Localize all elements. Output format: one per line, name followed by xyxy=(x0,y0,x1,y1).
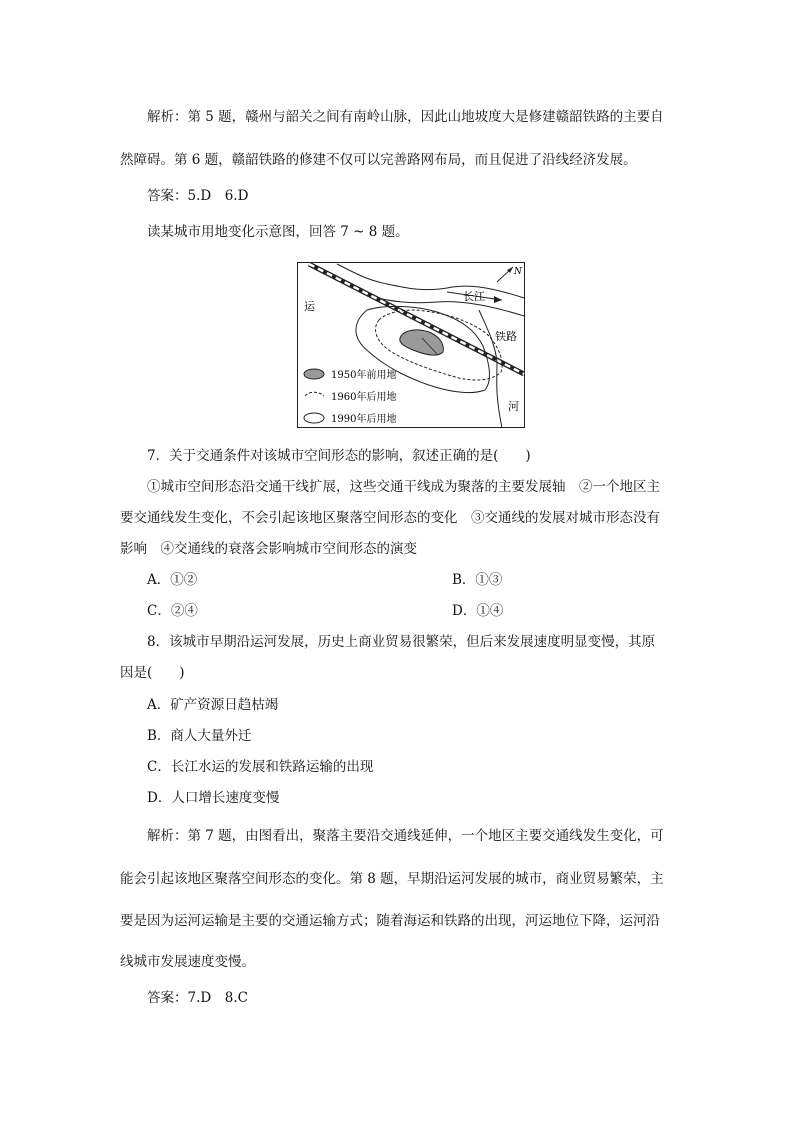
legend-label-1990: 1990年后用地 xyxy=(331,414,397,425)
map-svg xyxy=(297,262,525,428)
legend-label-1950: 1950年前用地 xyxy=(331,370,397,381)
yangtze-label: 长江 xyxy=(463,290,485,303)
q8-stem-1: 8．该城市早期沿运河发展，历史上商业贸易很繁荣，但后来发展速度明显变慢，其原 xyxy=(147,634,656,650)
legend-swatch-1950 xyxy=(304,369,324,379)
q7-body-2: 要交通线发生变化，不会引起该地区聚落空间形态的变化 ③交通线的发展对城市形态没有 xyxy=(120,510,660,526)
analysis-7-8-line-4: 线城市发展速度变慢。 xyxy=(120,954,255,970)
canal-label-bottom: 河 xyxy=(508,400,519,413)
q7-option-a: A．①② xyxy=(147,572,198,588)
north-label: N xyxy=(514,267,522,277)
railway-label: 铁路 xyxy=(495,330,517,343)
q8-option-b: B．商人大量外迁 xyxy=(147,728,252,744)
analysis-5-6-line-1: 解析：第 5 题，赣州与韶关之间有南岭山脉，因此山地坡度大是修建赣韶铁路的主要自 xyxy=(147,109,664,125)
q7-stem: 7．关于交通条件对该城市空间形态的影响，叙述正确的是( ) xyxy=(147,448,531,464)
analysis-7-8-line-3: 要是因为运河运输是主要的交通运输方式；随着海运和铁路的出现，河运地位下降，运河沿 xyxy=(120,913,660,929)
q7-option-d: D．①④ xyxy=(452,603,504,619)
answer-7-8: 答案：7.D 8.C xyxy=(147,990,248,1006)
q8-option-a: A．矿产资源日趋枯竭 xyxy=(147,697,279,713)
analysis-7-8-line-2: 能会引起该地区聚落空间形态的变化。第 8 题，早期沿运河发展的城市，商业贸易繁荣，主 xyxy=(120,871,664,887)
intro-7-8: 读某城市用地变化示意图，回答 7 ~ 8 题。 xyxy=(147,224,409,240)
analysis-7-8-line-1: 解析：第 7 题，由图看出，聚落主要沿交通线延伸，一个地区主要交通线发生变化，可 xyxy=(147,828,664,844)
legend-label-1960: 1960年后用地 xyxy=(331,392,397,403)
q7-option-b: B．①③ xyxy=(452,572,503,588)
answer-5-6: 答案：5.D 6.D xyxy=(147,188,249,204)
q7-body-3: 影响 ④交通线的衰落会影响城市空间形态的演变 xyxy=(120,541,417,557)
analysis-5-6-line-2: 然障碍。第 6 题，赣韶铁路的修建不仅可以完善路网布局，而且促进了沿线经济发展。 xyxy=(120,152,637,168)
city-land-use-map xyxy=(297,262,525,428)
q7-body-1: ①城市空间形态沿交通干线扩展，这些交通干线成为聚落的主要发展轴 ②一个地区主 xyxy=(147,479,660,495)
q8-option-d: D．人口增长速度变慢 xyxy=(147,790,280,806)
canal-label-top: 运 xyxy=(304,300,315,313)
q8-option-c: C．长江水运的发展和铁路运输的出现 xyxy=(147,759,374,775)
q7-option-c: C．②④ xyxy=(147,603,198,619)
q8-stem-2: 因是( ) xyxy=(120,665,185,681)
